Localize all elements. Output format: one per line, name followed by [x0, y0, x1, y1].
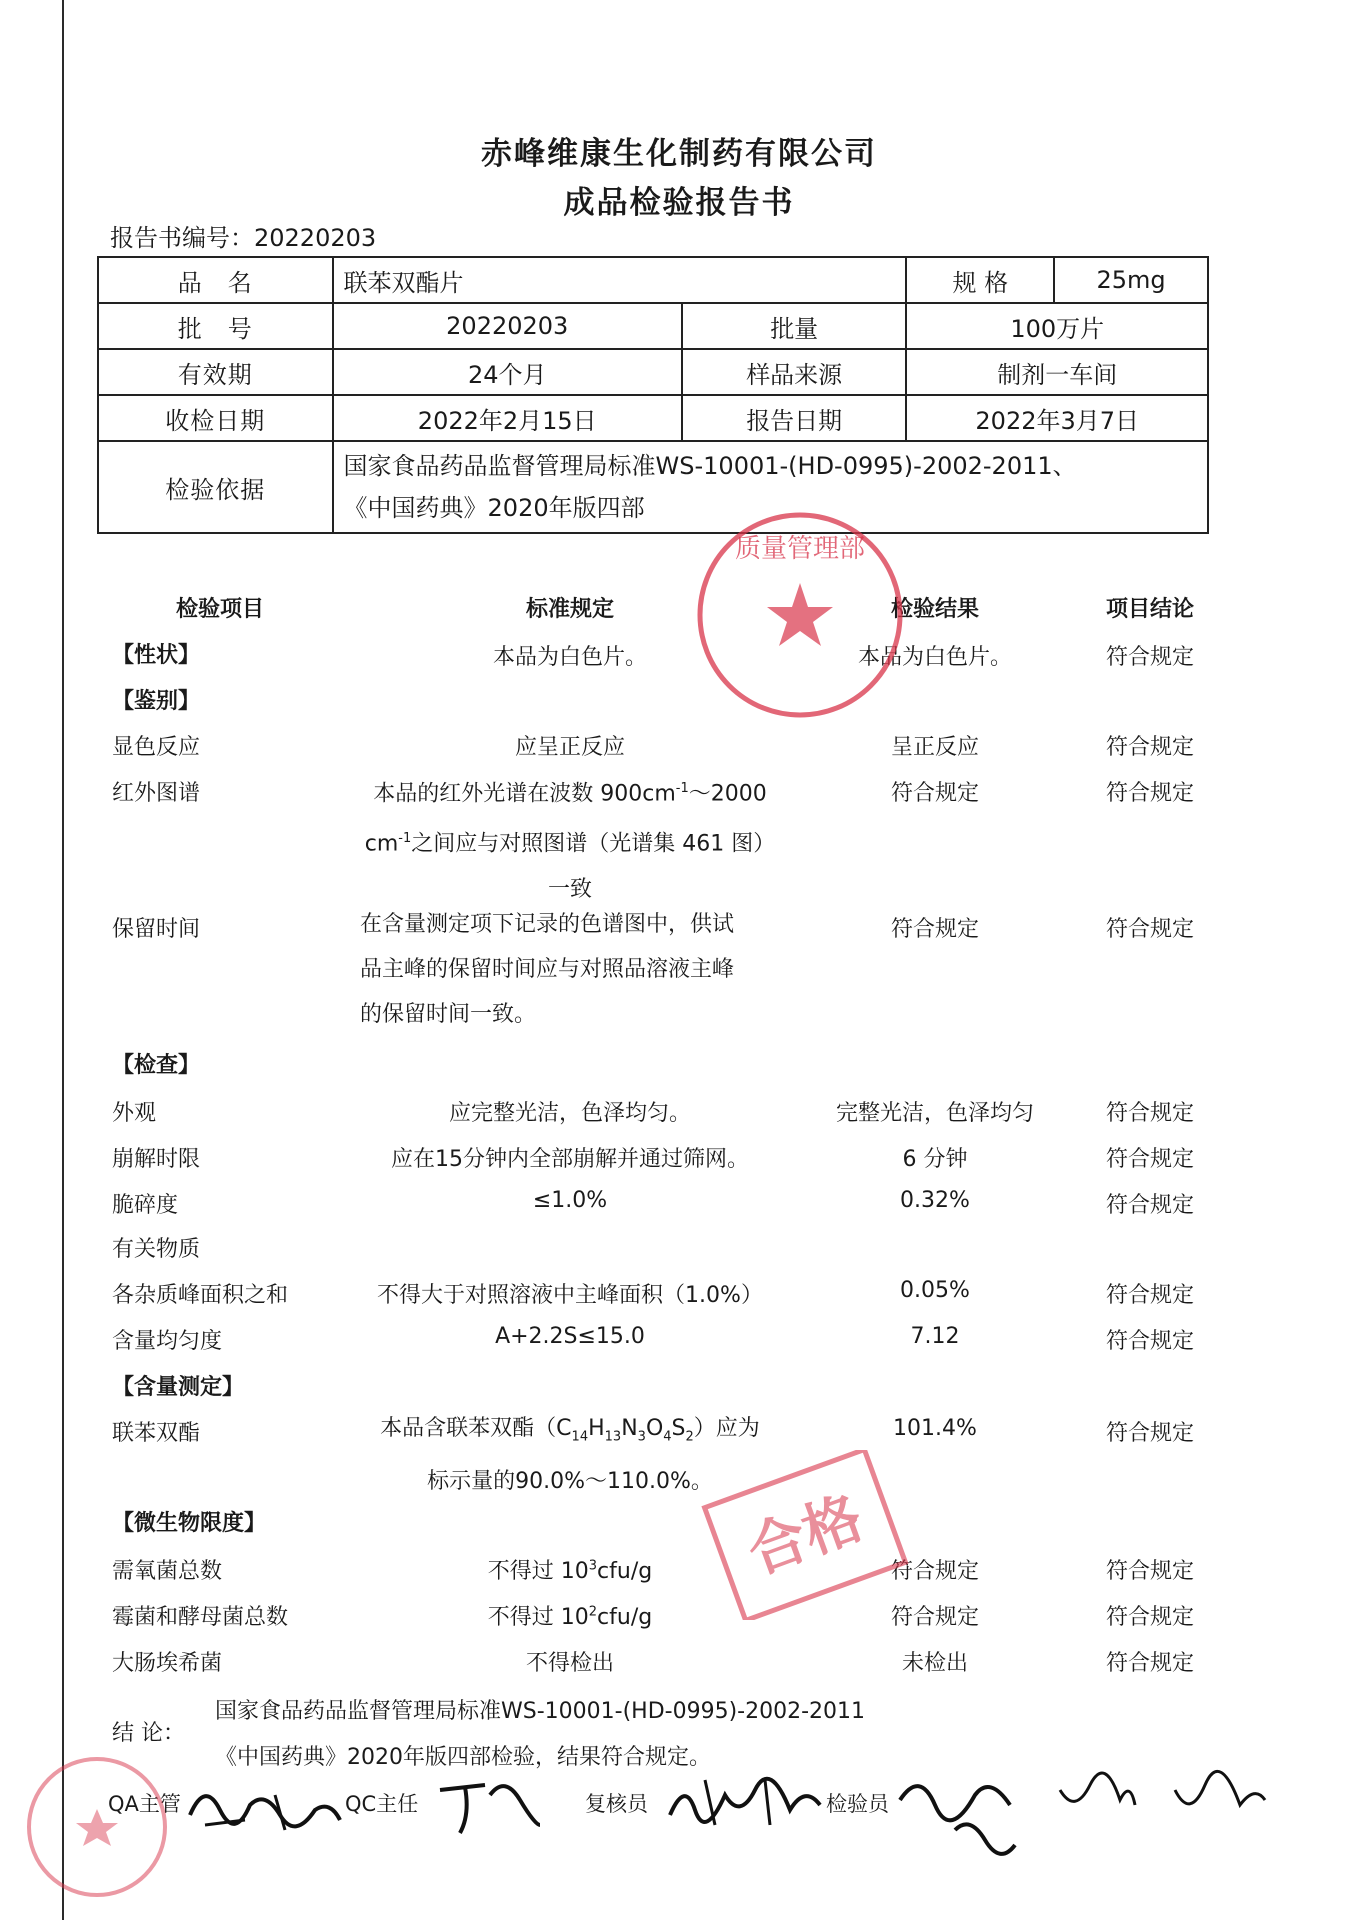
infrared-sup-1: -1: [675, 781, 689, 796]
report-number-label: 报告书编号：: [110, 224, 254, 252]
assay-sub-3: 3: [637, 1429, 646, 1445]
basis-line-1: 国家食品药品监督管理局标准WS-10001-(HD-0995)-2002-2011、: [343, 452, 1077, 480]
batch-value: 20220203: [333, 303, 682, 349]
infrared-conclusion: 符合规定: [1105, 781, 1194, 806]
retention-standard-line-2: 品主峰的保留时间应与对照品溶液主峰: [360, 957, 735, 982]
info-row-validity: [98, 349, 1208, 395]
section-identification: 【鉴别】: [112, 689, 201, 714]
infrared-standard-line-1: [350, 766, 790, 816]
mold-item: 霉菌和酵母菌总数: [112, 1605, 289, 1630]
aerobic-item: 需氧菌总数: [112, 1559, 223, 1584]
section-character: 【性状】: [112, 643, 201, 668]
validity-value: 24个月: [333, 349, 682, 395]
report-date-value: 2022年3月7日: [906, 395, 1208, 441]
quantity-label: 批量: [682, 303, 906, 349]
column-header-standard: 标准规定: [525, 597, 614, 622]
quantity-value: 100万片: [906, 303, 1208, 349]
assay-el-3: O: [645, 1416, 664, 1441]
infrared-standard: [350, 766, 790, 912]
aerobic-result: 符合规定: [890, 1559, 979, 1584]
reviewer-signature: [665, 1765, 825, 1835]
info-row-batch: [98, 303, 1208, 349]
conclusion-label: 结 论：: [112, 1721, 185, 1746]
aerobic-conclusion: 符合规定: [1105, 1559, 1194, 1584]
ecoli-conclusion: 符合规定: [1105, 1651, 1194, 1676]
impurity-sum-standard: 不得大于对照溶液中主峰面积（1.0%）: [377, 1283, 763, 1308]
infrared-std-c: cm: [364, 831, 399, 857]
report-number-value: 20220203: [254, 224, 377, 252]
content-uniformity-conclusion: 符合规定: [1105, 1329, 1194, 1354]
report-number: [110, 218, 376, 253]
aerobic-std-a: 不得过 10: [487, 1559, 589, 1584]
retention-standard-line-3: 的保留时间一致。: [360, 1002, 537, 1027]
mold-conclusion: 符合规定: [1105, 1605, 1194, 1630]
assay-el-2: N: [621, 1416, 638, 1441]
assay-standard-line-1: [350, 1406, 790, 1459]
mold-sup: 2: [588, 1604, 598, 1620]
disintegration-item: 崩解时限: [112, 1147, 201, 1172]
assay-item: 联苯双酯: [112, 1421, 201, 1446]
validity-label: 有效期: [98, 349, 333, 395]
mold-result: 符合规定: [890, 1605, 979, 1630]
infrared-std-b: ～2000: [688, 781, 767, 807]
basis-value: [333, 441, 1208, 533]
assay-standard-line-2: 标示量的90.0%～110.0%。: [427, 1469, 713, 1495]
qa-manager-label: QA主管: [108, 1792, 181, 1816]
friability-standard: ≤1.0%: [532, 1188, 608, 1213]
disintegration-standard: 应在15分钟内全部崩解并通过筛网。: [391, 1147, 749, 1172]
pass-seal-text: 合格: [738, 1483, 872, 1587]
spec-value: 25mg: [1054, 257, 1208, 303]
content-uniformity-standard: A+2.2S≤15.0: [495, 1324, 645, 1349]
disintegration-conclusion: 符合规定: [1105, 1147, 1194, 1172]
receive-date-value: 2022年2月15日: [333, 395, 682, 441]
aerobic-std-b: cfu/g: [597, 1559, 653, 1584]
column-header-item: 检验项目: [175, 597, 264, 622]
infrared-result: 符合规定: [890, 781, 979, 806]
retention-item: 保留时间: [112, 917, 201, 942]
qa-signature: [185, 1770, 345, 1840]
appearance-standard: 应完整光洁，色泽均匀。: [448, 1101, 691, 1126]
product-name-label: 品 名: [98, 257, 333, 303]
assay-sub-4: 4: [663, 1429, 672, 1445]
section-inspection: 【检查】: [112, 1053, 201, 1078]
source-label: 样品来源: [682, 349, 906, 395]
appearance-item: 外观: [112, 1101, 157, 1126]
assay-conclusion: 符合规定: [1105, 1421, 1194, 1446]
aerobic-sup: 3: [588, 1558, 598, 1574]
report-date-label: 报告日期: [682, 395, 906, 441]
info-row-basis: [98, 441, 1208, 533]
basis-label: 检验依据: [98, 441, 333, 533]
mold-standard: [330, 1600, 810, 1631]
ecoli-item: 大肠埃希菌: [112, 1651, 223, 1676]
assay-sub-1: 14: [571, 1429, 589, 1445]
info-row-name: [98, 257, 1208, 303]
assay-std-b: ）应为: [693, 1416, 760, 1441]
aerobic-standard: [330, 1554, 810, 1585]
character-result: 本品为白色片。: [857, 645, 1012, 670]
mold-std-a: 不得过 10: [487, 1605, 589, 1630]
assay-std-a: 本品含联苯双酯（C: [380, 1416, 572, 1441]
ecoli-standard: 不得检出: [525, 1651, 614, 1676]
left-dept-seal: [15, 1745, 180, 1910]
assay-el-1: H: [588, 1416, 605, 1441]
svg-text:质量管理部: 质量管理部: [734, 534, 866, 564]
info-table: [97, 256, 1209, 534]
retention-conclusion: 符合规定: [1105, 917, 1194, 942]
qc-signature: [430, 1765, 545, 1840]
assay-el-4: S: [671, 1416, 686, 1441]
assay-standard: [350, 1406, 790, 1504]
impurity-sum-result: 0.05%: [900, 1278, 970, 1303]
scan-edge-line: [62, 0, 64, 1920]
assay-sub-5: 2: [685, 1429, 694, 1445]
impurity-sum-conclusion: 符合规定: [1105, 1283, 1194, 1308]
appearance-result: 完整光洁，色泽均匀: [835, 1101, 1034, 1126]
color-reaction-conclusion: 符合规定: [1105, 735, 1194, 760]
inspector-signatures: [895, 1760, 1270, 1860]
disintegration-result: 6 分钟: [902, 1147, 968, 1172]
batch-label: 批 号: [98, 303, 333, 349]
content-uniformity-result: 7.12: [910, 1324, 960, 1349]
friability-item: 脆碎度: [112, 1193, 179, 1218]
color-reaction-item: 显色反应: [112, 735, 201, 760]
inspector-label: 检验员: [826, 1792, 889, 1816]
qc-director-label: QC主任: [345, 1792, 419, 1816]
info-row-dates: [98, 395, 1208, 441]
section-microbial: 【微生物限度】: [112, 1511, 267, 1536]
column-header-conclusion: 项目结论: [1105, 597, 1194, 622]
infrared-sup-2: -1: [398, 831, 412, 847]
infrared-item: 红外图谱: [112, 781, 201, 806]
infrared-standard-line-3: 一致: [547, 876, 592, 902]
product-name-value: 联苯双酯片: [333, 257, 907, 303]
retention-result: 符合规定: [890, 917, 979, 942]
character-conclusion: 符合规定: [1105, 645, 1194, 670]
spec-label: 规 格: [906, 257, 1054, 303]
reviewer-label: 复核员: [585, 1792, 648, 1816]
company-title: 赤峰维康生化制药有限公司: [481, 136, 877, 172]
retention-standard: [360, 902, 800, 1037]
basis-line-2: 《中国药典》2020年版四部: [343, 494, 645, 522]
conclusion-line-1: 国家食品药品监督管理局标准WS-10001-(HD-0995)-2002-2011: [215, 1699, 866, 1724]
receive-date-label: 收检日期: [98, 395, 333, 441]
friability-result: 0.32%: [900, 1188, 970, 1213]
color-reaction-standard: 应呈正反应: [514, 735, 625, 760]
character-standard: 本品为白色片。: [492, 645, 647, 670]
column-header-result: 检验结果: [890, 597, 979, 622]
infrared-std-d: 之间应与对照图谱（光谱集 461 图）: [411, 831, 776, 857]
appearance-conclusion: 符合规定: [1105, 1101, 1194, 1126]
infrared-std-a: 本品的红外光谱在波数 900cm: [373, 781, 676, 807]
source-value: 制剂一车间: [906, 349, 1208, 395]
mold-std-b: cfu/g: [597, 1605, 653, 1630]
friability-conclusion: 符合规定: [1105, 1193, 1194, 1218]
ecoli-result: 未检出: [901, 1651, 968, 1676]
infrared-standard-line-2: [350, 816, 790, 866]
content-uniformity-item: 含量均匀度: [112, 1329, 223, 1354]
document-title: 成品检验报告书: [563, 185, 795, 221]
related-substances-item: 有关物质: [112, 1237, 201, 1262]
section-assay: 【含量测定】: [112, 1375, 245, 1400]
retention-standard-line-1: 在含量测定项下记录的色谱图中，供试: [360, 912, 735, 937]
impurity-sum-item: 各杂质峰面积之和: [112, 1283, 289, 1308]
color-reaction-result: 呈正反应: [890, 735, 979, 760]
conclusion-line-2: 《中国药典》2020年版四部检验，结果符合规定。: [215, 1745, 711, 1770]
assay-result: 101.4%: [893, 1416, 977, 1441]
assay-sub-2: 13: [604, 1429, 622, 1445]
